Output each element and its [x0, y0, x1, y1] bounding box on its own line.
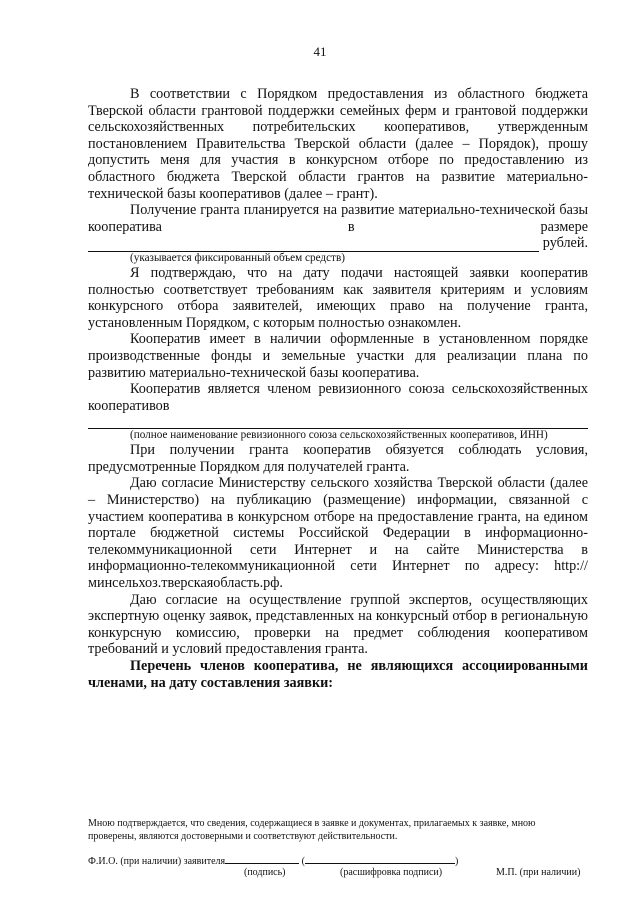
paragraph-grant-purpose: Получение гранта планируется на развитие материально-технической базы кооператива в размере — [88, 202, 588, 235]
paragraph-production-assets: Кооператив имеет в наличии оформленные в установленном порядке производственные фонды и земельные участки для реализации плана по развитию материально-технической базы кооператива. — [88, 331, 588, 381]
audit-union-name-field[interactable] — [88, 414, 588, 429]
paragraph-publication-consent: Даю согласие Министерству сельского хозяйства Тверской области (далее – Министерство) на публикацию (размещение) информации, связанной с участием кооператива в конкурсном отборе на предоставление гранта, на едином портале бюджетной системы Российской Федерации в информационно-телекоммуникационной сети Интернет и на сайте Министерства в информационно-телекоммуникационной сети Интернет по адресу: http://минсельхоз.тверскаяобласть.рф. — [88, 475, 588, 592]
stamp-caption: М.П. (при наличии) — [496, 867, 581, 878]
signature-decode-field[interactable] — [305, 853, 455, 864]
signature-row — [88, 853, 588, 867]
signature-caption: (подпись) — [244, 867, 286, 878]
signature-field[interactable] — [225, 853, 299, 864]
rubles-label: рублей. — [542, 235, 588, 252]
paragraph-compliance: Я подтверждаю, что на дату подачи настоящей заявки кооператив полностью соответствует требованиям как заявителя критериям и условиям конкурсного отбора заявителей, имеющих право на получение гранта, установленным Порядком, с которым полностью ознакомлен. — [88, 264, 588, 331]
paragraph-expert-review-consent: Даю согласие на осуществление группой экспертов, осуществляющих экспертную оценку заявок, представленных на конкурсный отбор в региональную конкурсную комиссию, проверки на предмет соблюдения кооперативом требований и условий предоставления гранта. — [88, 591, 588, 658]
paragraph-application-request: В соответствии с Порядком предоставления из областного бюджета Тверской области грантовой поддержки семейных ферм и грантовой поддержки сельскохозяйственных потребительских кооперативов, утвержденным постановлением Правительства Тверской области (далее – Порядок), прошу допустить меня для участия в конкурсном отборе по предоставлению из областного бюджета Тверской области грантов на развитие материально-технической базы кооперативов (далее – грант). — [88, 86, 588, 202]
grant-amount-row — [88, 235, 588, 252]
applicant-name-label: Ф.И.О. (при наличии) заявителя — [88, 856, 226, 867]
confirmation-statement: Мною подтверждается, что сведения, содержащиеся в заявке и документах, прилагаемых к заявке, мною проверены, являются достоверными и соответствуют действительности. — [88, 818, 536, 842]
decode-caption: (расшифровка подписи) — [340, 867, 443, 878]
grant-amount-field[interactable] — [88, 237, 539, 252]
paragraph-obligations: При получении гранта кооператив обязуется соблюдать условия, предусмотренные Порядком для получателей гранта. — [88, 442, 588, 475]
paragraph-audit-union: Кооператив является членом ревизионного союза сельскохозяйственных кооперативов — [88, 381, 588, 414]
paren-open: ( — [301, 856, 305, 867]
audit-union-note: (полное наименование ревизионного союза сельскохозяйственных кооперативов, ИНН) — [130, 429, 548, 442]
grant-amount-note: (указывается фиксированный объем средств) — [130, 251, 345, 264]
paren-close: ) — [454, 856, 459, 867]
paragraph-members-list: Перечень членов кооператива, не являющихся ассоциированными членами, на дату составления заявки: — [88, 658, 588, 691]
page-number: 41 — [313, 44, 327, 59]
document-body — [88, 86, 588, 691]
